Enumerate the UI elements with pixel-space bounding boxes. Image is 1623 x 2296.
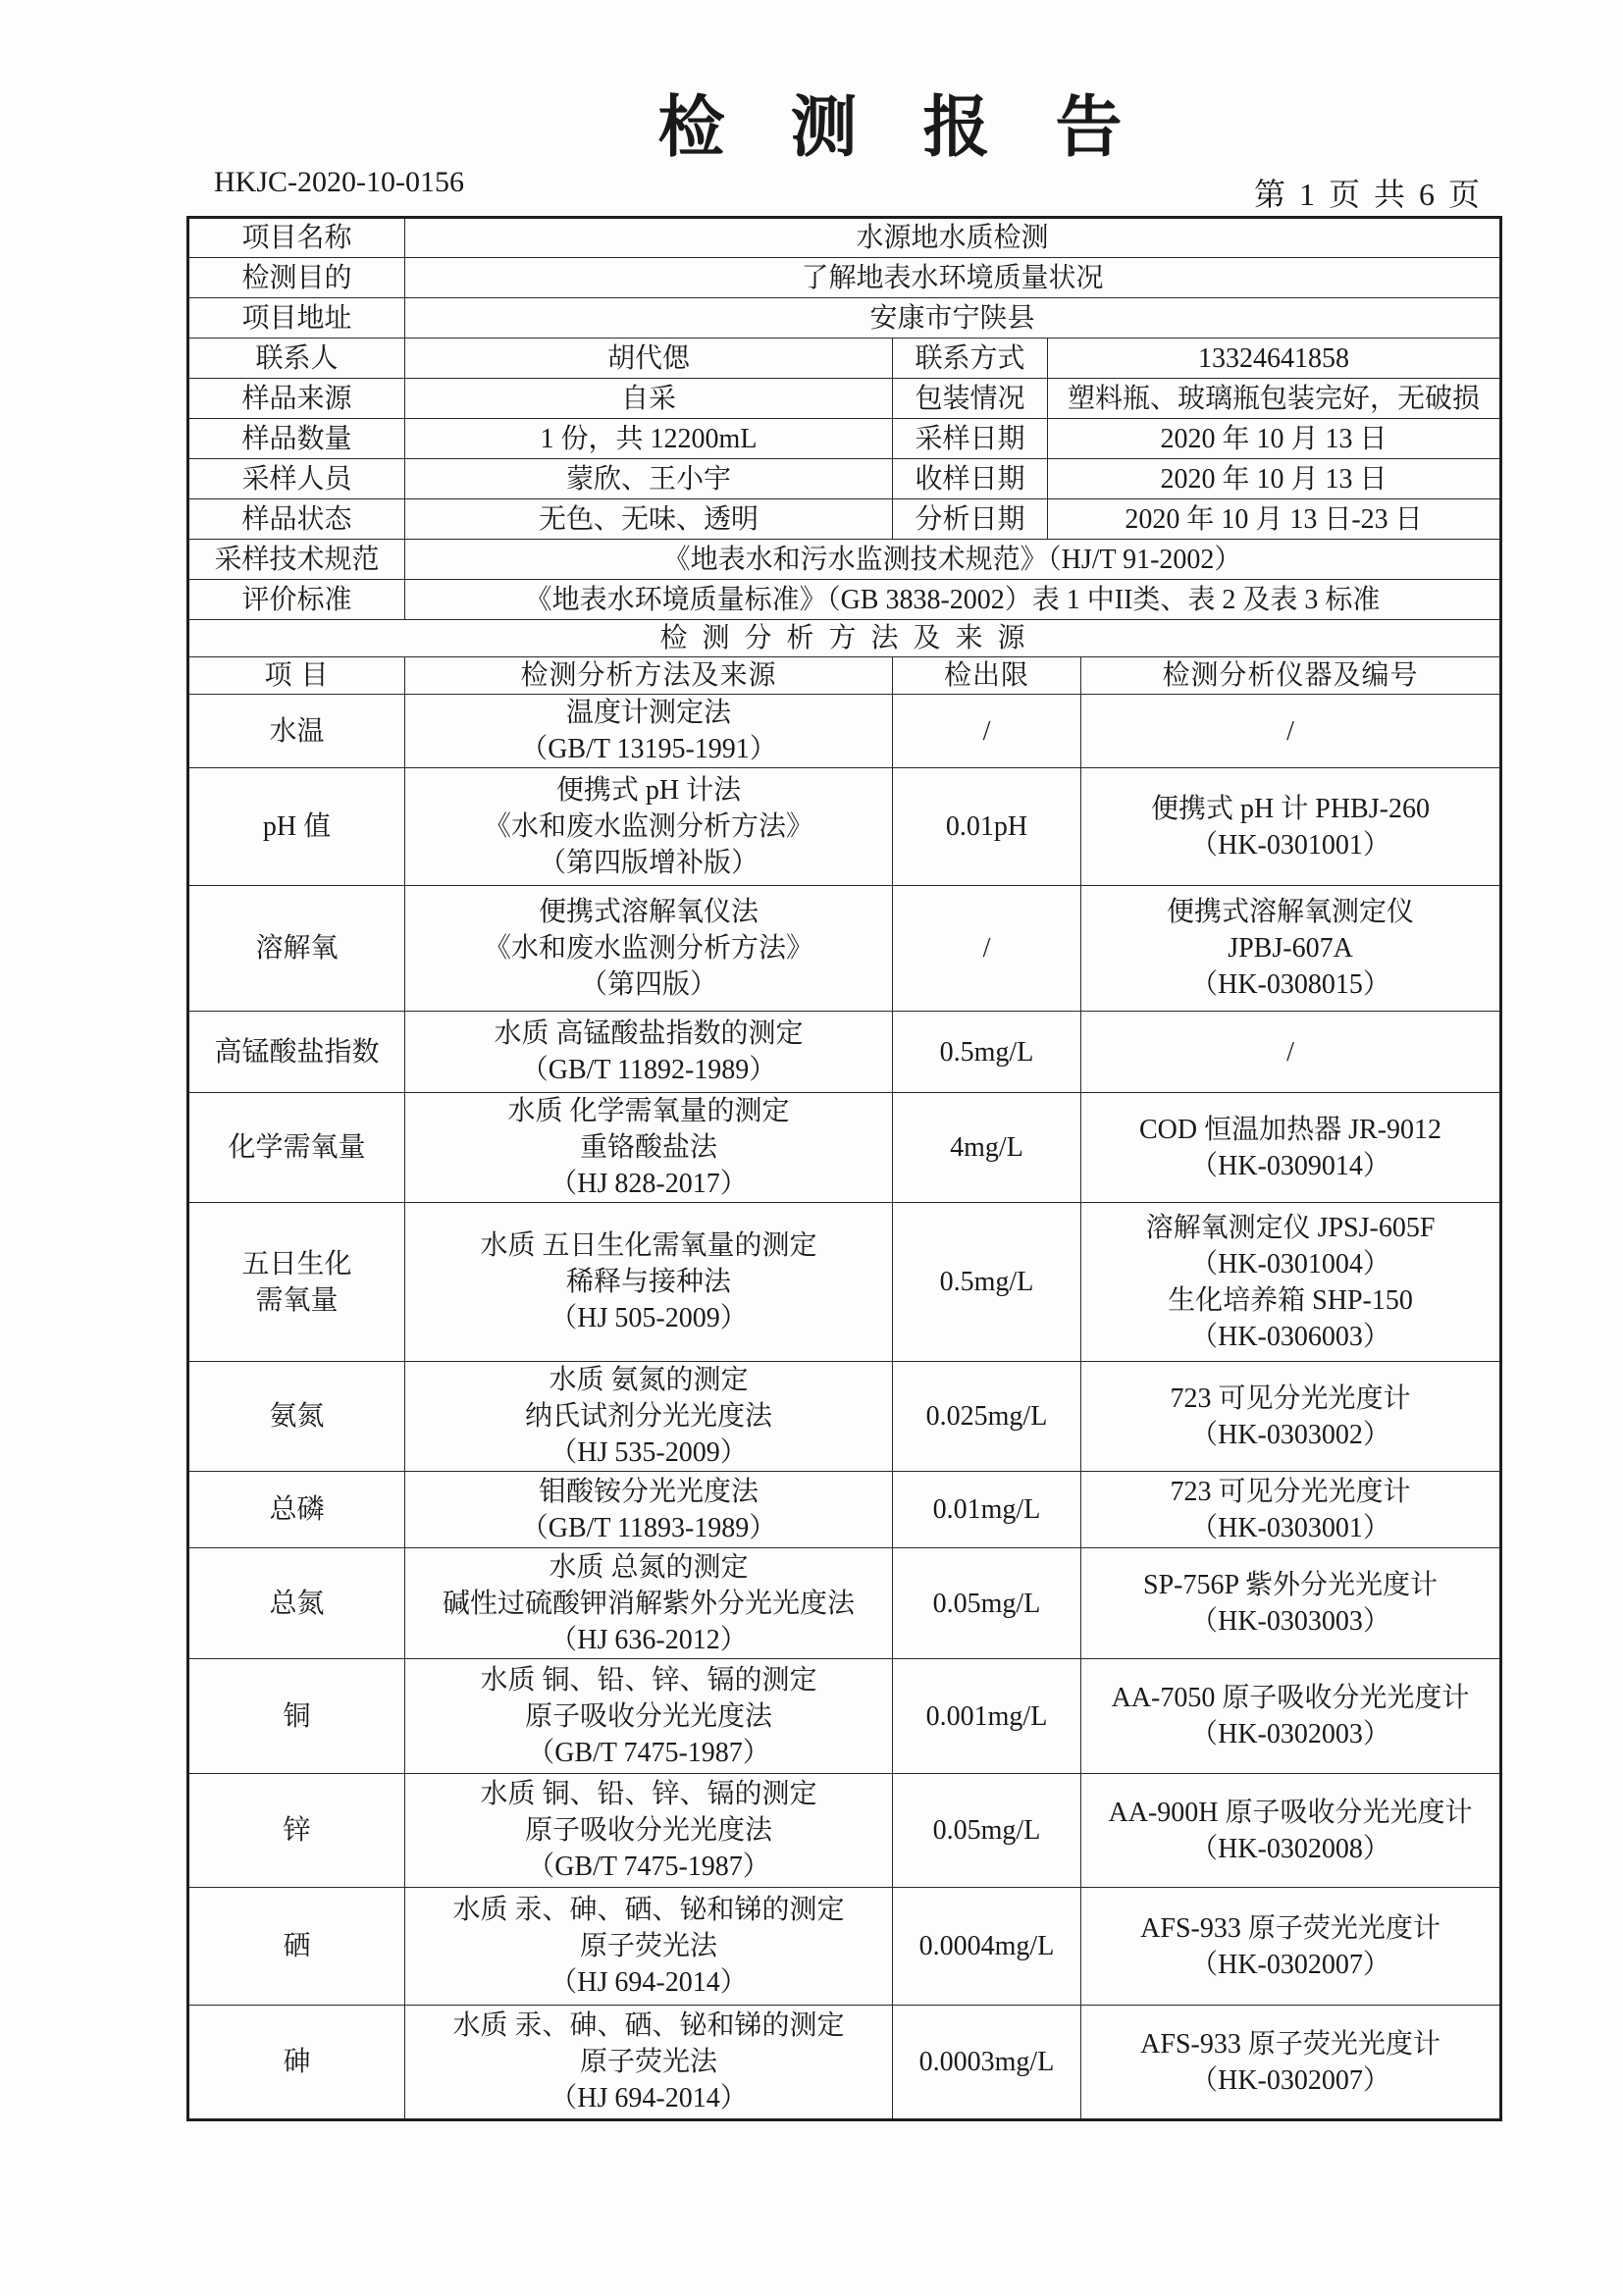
detection-limit-cell bbox=[893, 695, 1081, 768]
method-item-cell bbox=[188, 1203, 405, 1362]
cell-line: （HK-0301001） bbox=[1190, 829, 1390, 861]
cell-line: 生化培养箱 SHP-150 bbox=[1168, 1284, 1413, 1316]
info-row-state bbox=[188, 499, 1501, 540]
cell-line: （HK-0302003） bbox=[1190, 1719, 1390, 1749]
cell-line: （GB/T 13195-1991） bbox=[520, 734, 777, 764]
method-item-cell bbox=[188, 1472, 405, 1548]
method-item-cell bbox=[188, 2006, 405, 2120]
method-row bbox=[188, 768, 1501, 886]
column-header-instrument: 检测分析仪器及编号 bbox=[1081, 657, 1501, 695]
method-row bbox=[188, 695, 1501, 768]
method-row bbox=[188, 1012, 1501, 1093]
sample-state-value: 无色、无味、透明 bbox=[405, 499, 893, 540]
method-source-cell bbox=[405, 1203, 893, 1362]
cell-line: （HK-0306003） bbox=[1190, 1321, 1390, 1352]
cell-line: （HK-0302008） bbox=[1190, 1833, 1390, 1864]
report-table bbox=[186, 216, 1502, 2121]
methods-section bbox=[188, 695, 1501, 2120]
column-header-limit: 检出限 bbox=[893, 657, 1081, 695]
method-source-cell bbox=[405, 1888, 893, 2006]
method-item-cell bbox=[188, 886, 405, 1012]
cell-line: 水质 氨氮的测定 bbox=[549, 1365, 749, 1395]
sampler-label: 采样人员 bbox=[188, 459, 405, 499]
cell-line: 水质 铜、铅、锌、镉的测定 bbox=[480, 1664, 817, 1696]
cell-line: / bbox=[1286, 1036, 1294, 1068]
cell-line: （HK-0308015） bbox=[1190, 969, 1390, 1000]
method-item-cell bbox=[188, 1548, 405, 1659]
info-row-quantity bbox=[188, 419, 1501, 459]
method-item-cell bbox=[188, 1012, 405, 1093]
cell-line: 0.01mg/L bbox=[932, 1494, 1041, 1525]
purpose-label: 检测目的 bbox=[188, 258, 405, 298]
info-row-sampling-spec bbox=[188, 540, 1501, 580]
project-name-label: 项目名称 bbox=[188, 218, 405, 258]
cell-line: （HK-0303003） bbox=[1190, 1606, 1390, 1637]
cell-line: 水质 汞、砷、硒、铋和锑的测定 bbox=[452, 1895, 845, 1925]
report-title: 检 测 报 告 bbox=[657, 90, 1147, 165]
cell-line: （HK-0303002） bbox=[1190, 1419, 1390, 1450]
cell-line: 水温 bbox=[269, 715, 325, 747]
cell-line: 原子吸收分光光度法 bbox=[524, 1700, 772, 1732]
cell-line: 锌 bbox=[283, 1815, 311, 1846]
cell-line: 化学需氧量 bbox=[228, 1132, 366, 1163]
cell-line: 溶解氧测定仪 JPSJ-605F bbox=[1145, 1212, 1436, 1243]
instrument-cell bbox=[1081, 1548, 1501, 1659]
detection-limit-cell bbox=[893, 1012, 1081, 1093]
page-indicator: 第 1 页 共 6 页 bbox=[1253, 177, 1480, 212]
detection-limit-cell bbox=[893, 768, 1081, 886]
cell-line: 0.05mg/L bbox=[932, 1588, 1041, 1619]
method-row bbox=[188, 1659, 1501, 1774]
method-row bbox=[188, 1888, 1501, 2006]
instrument-cell bbox=[1081, 1774, 1501, 1888]
packaging-value: 塑料瓶、玻璃瓶包装完好，无破损 bbox=[1048, 379, 1501, 419]
cell-line: 总氮 bbox=[269, 1588, 325, 1619]
cell-line: 温度计测定法 bbox=[565, 698, 731, 728]
cell-line: （HK-0302007） bbox=[1190, 2064, 1390, 2096]
receive-date-label: 收样日期 bbox=[893, 459, 1048, 499]
method-item-cell bbox=[188, 695, 405, 768]
method-item-cell bbox=[188, 1888, 405, 2006]
info-row-address bbox=[188, 298, 1501, 339]
instrument-cell bbox=[1081, 1012, 1501, 1093]
method-source-cell bbox=[405, 1093, 893, 1203]
cell-line: 原子荧光法 bbox=[579, 2047, 717, 2077]
info-row-source bbox=[188, 379, 1501, 419]
cell-line: 便携式溶解氧仪法 bbox=[538, 897, 759, 927]
cell-line: 砷 bbox=[283, 2047, 311, 2077]
detection-limit-cell bbox=[893, 1548, 1081, 1659]
cell-line: / bbox=[982, 933, 991, 964]
analysis-date-label: 分析日期 bbox=[893, 499, 1048, 540]
instrument-cell bbox=[1081, 1093, 1501, 1203]
cell-line: COD 恒温加热器 JR-9012 bbox=[1139, 1114, 1442, 1145]
cell-line: / bbox=[982, 715, 991, 747]
cell-line: 便携式 pH 计 PHBJ-260 bbox=[1151, 793, 1430, 824]
method-row bbox=[188, 1548, 1501, 1659]
cell-line: / bbox=[1286, 715, 1294, 747]
cell-line: 水质 汞、砷、硒、铋和锑的测定 bbox=[452, 2010, 845, 2041]
method-source-cell bbox=[405, 886, 893, 1012]
cell-line: AA-900H 原子吸收分光光度计 bbox=[1108, 1797, 1473, 1828]
cell-line: 723 可见分光光度计 bbox=[1170, 1476, 1411, 1507]
cell-line: AFS-933 原子荧光光度计 bbox=[1140, 2028, 1440, 2060]
method-source-cell bbox=[405, 768, 893, 886]
cell-line: 0.5mg/L bbox=[939, 1267, 1034, 1297]
cell-line: 硒 bbox=[283, 1931, 311, 1961]
methods-header-row bbox=[188, 657, 1501, 695]
cell-line: 水质 化学需氧量的测定 bbox=[507, 1096, 790, 1126]
detection-limit-cell bbox=[893, 1774, 1081, 1888]
sampling-spec-value: 《地表水和污水监测技术规范》（HJ/T 91-2002） bbox=[405, 540, 1501, 580]
cell-line: 溶解氧 bbox=[255, 933, 339, 964]
receive-date-value: 2020 年 10 月 13 日 bbox=[1048, 459, 1501, 499]
address-value: 安康市宁陕县 bbox=[405, 298, 1501, 339]
cell-line: 稀释与接种法 bbox=[565, 1267, 731, 1297]
cell-line: 纳氏试剂分光光度法 bbox=[524, 1401, 772, 1432]
cell-line: 0.0003mg/L bbox=[918, 2047, 1055, 2077]
method-source-cell bbox=[405, 1548, 893, 1659]
method-row bbox=[188, 1472, 1501, 1548]
detection-limit-cell bbox=[893, 1472, 1081, 1548]
cell-line: 0.025mg/L bbox=[925, 1401, 1048, 1432]
cell-line: 钼酸铵分光光度法 bbox=[538, 1476, 759, 1507]
cell-line: 高锰酸盐指数 bbox=[214, 1036, 380, 1068]
methods-section-row bbox=[188, 620, 1501, 657]
sampling-date-label: 采样日期 bbox=[893, 419, 1048, 459]
cell-line: 0.5mg/L bbox=[939, 1036, 1034, 1068]
cell-line: （HJ 828-2017） bbox=[550, 1169, 748, 1199]
cell-line: （HJ 694-2014） bbox=[550, 1967, 748, 1998]
detection-limit-cell bbox=[893, 1093, 1081, 1203]
cell-line: AA-7050 原子吸收分光光度计 bbox=[1111, 1683, 1470, 1713]
address-label: 项目地址 bbox=[188, 298, 405, 339]
info-row-project-name bbox=[188, 218, 1501, 258]
detection-limit-cell bbox=[893, 886, 1081, 1012]
instrument-cell bbox=[1081, 1888, 1501, 2006]
cell-line: 水质 铜、铅、锌、镉的测定 bbox=[480, 1779, 817, 1809]
info-row-sampler bbox=[188, 459, 1501, 499]
instrument-cell bbox=[1081, 768, 1501, 886]
cell-line: 便携式 pH 计法 bbox=[555, 775, 742, 806]
cell-line: 碱性过硫酸钾消解紫外分光光度法 bbox=[442, 1588, 855, 1619]
sampling-spec-label: 采样技术规范 bbox=[188, 540, 405, 580]
instrument-cell bbox=[1081, 1362, 1501, 1472]
detection-limit-cell bbox=[893, 1203, 1081, 1362]
method-row bbox=[188, 1362, 1501, 1472]
standard-value: 《地表水环境质量标准》（GB 3838-2002）表 1 中II类、表 2 及表 3 标准 bbox=[405, 580, 1501, 620]
contact-method-value: 13324641858 bbox=[1048, 339, 1501, 379]
contact-label: 联系人 bbox=[188, 339, 405, 379]
cell-line: 0.0004mg/L bbox=[918, 1931, 1055, 1961]
contact-value: 胡代偲 bbox=[405, 339, 893, 379]
method-item-cell bbox=[188, 1362, 405, 1472]
instrument-cell bbox=[1081, 886, 1501, 1012]
cell-line: 《水和废水监测分析方法》 bbox=[483, 811, 813, 842]
standard-label: 评价标准 bbox=[188, 580, 405, 620]
cell-line: （第四版增补版） bbox=[538, 848, 759, 878]
sampling-date-value: 2020 年 10 月 13 日 bbox=[1048, 419, 1501, 459]
cell-line: 水质 五日生化需氧量的测定 bbox=[480, 1230, 817, 1261]
cell-line: 水质 总氮的测定 bbox=[549, 1551, 749, 1583]
cell-line: SP-756P 紫外分光光度计 bbox=[1143, 1570, 1439, 1600]
method-source-cell bbox=[405, 1659, 893, 1774]
cell-line: 需氧量 bbox=[255, 1284, 339, 1316]
detection-limit-cell bbox=[893, 1362, 1081, 1472]
instrument-cell bbox=[1081, 695, 1501, 768]
cell-line: AFS-933 原子荧光光度计 bbox=[1140, 1912, 1440, 1944]
cell-line: 水质 高锰酸盐指数的测定 bbox=[494, 1018, 804, 1049]
analysis-date-value: 2020 年 10 月 13 日-23 日 bbox=[1048, 499, 1501, 540]
packaging-label: 包装情况 bbox=[893, 379, 1048, 419]
sampler-value: 蒙欣、王小宇 bbox=[405, 459, 893, 499]
cell-line: 0.01pH bbox=[945, 811, 1028, 842]
cell-line: 重铬酸盐法 bbox=[579, 1132, 717, 1163]
info-row-purpose bbox=[188, 258, 1501, 298]
purpose-value: 了解地表水环境质量状况 bbox=[405, 258, 1501, 298]
method-source-cell bbox=[405, 695, 893, 768]
method-source-cell bbox=[405, 1012, 893, 1093]
cell-line: 《水和废水监测分析方法》 bbox=[483, 933, 813, 964]
cell-line: （GB/T 7475-1987） bbox=[527, 1852, 770, 1882]
column-header-method: 检测分析方法及来源 bbox=[405, 657, 893, 695]
sample-quantity-value: 1 份，共 12200mL bbox=[405, 419, 893, 459]
info-row-contact bbox=[188, 339, 1501, 379]
method-item-cell bbox=[188, 1093, 405, 1203]
method-source-cell bbox=[405, 2006, 893, 2120]
detection-limit-cell bbox=[893, 1888, 1081, 2006]
cell-line: 723 可见分光光度计 bbox=[1170, 1383, 1411, 1414]
cell-line: 便携式溶解氧测定仪 bbox=[1167, 897, 1415, 927]
cell-line: 五日生化 bbox=[241, 1248, 352, 1279]
instrument-cell bbox=[1081, 1659, 1501, 1774]
method-row bbox=[188, 1093, 1501, 1203]
sample-source-value: 自采 bbox=[405, 379, 893, 419]
cell-line: （GB/T 11892-1989） bbox=[520, 1055, 777, 1085]
cell-line: 4mg/L bbox=[950, 1132, 1023, 1163]
sample-state-label: 样品状态 bbox=[188, 499, 405, 540]
cell-line: （HK-0301004） bbox=[1190, 1248, 1390, 1279]
method-source-cell bbox=[405, 1472, 893, 1548]
method-item-cell bbox=[188, 1774, 405, 1888]
cell-line: （HJ 636-2012） bbox=[550, 1624, 748, 1655]
cell-line: 0.001mg/L bbox=[925, 1700, 1048, 1732]
sample-source-label: 样品来源 bbox=[188, 379, 405, 419]
column-header-item: 项 目 bbox=[188, 657, 405, 695]
detection-limit-cell bbox=[893, 2006, 1081, 2120]
basic-info-section bbox=[188, 218, 1501, 695]
cell-line: 0.05mg/L bbox=[932, 1815, 1041, 1846]
info-row-standard bbox=[188, 580, 1501, 620]
project-name-value: 水源地水质检测 bbox=[405, 218, 1501, 258]
report-number: HKJC-2020-10-0156 bbox=[214, 166, 464, 198]
method-item-cell bbox=[188, 1659, 405, 1774]
instrument-cell bbox=[1081, 1472, 1501, 1548]
method-source-cell bbox=[405, 1774, 893, 1888]
method-source-cell bbox=[405, 1362, 893, 1472]
cell-line: （第四版） bbox=[579, 969, 717, 1000]
cell-line: pH 值 bbox=[262, 811, 332, 842]
methods-section-title: 检 测 分 析 方 法 及 来 源 bbox=[188, 620, 1501, 657]
cell-line: 氨氮 bbox=[269, 1401, 325, 1432]
detection-limit-cell bbox=[893, 1659, 1081, 1774]
cell-line: （HJ 535-2009） bbox=[550, 1437, 748, 1468]
instrument-cell bbox=[1081, 2006, 1501, 2120]
cell-line: （HK-0303001） bbox=[1190, 1512, 1390, 1543]
cell-line: （HJ 694-2014） bbox=[550, 2083, 748, 2113]
cell-line: （HJ 505-2009） bbox=[550, 1303, 748, 1333]
cell-line: 原子吸收分光光度法 bbox=[524, 1815, 772, 1846]
contact-method-label: 联系方式 bbox=[893, 339, 1048, 379]
cell-line: （GB/T 7475-1987） bbox=[527, 1737, 770, 1768]
instrument-cell bbox=[1081, 1203, 1501, 1362]
cell-line: 铜 bbox=[283, 1700, 311, 1732]
cell-line: （HK-0309014） bbox=[1190, 1150, 1390, 1181]
method-row bbox=[188, 1203, 1501, 1362]
sample-quantity-label: 样品数量 bbox=[188, 419, 405, 459]
cell-line: 总磷 bbox=[269, 1494, 325, 1525]
cell-line: （HK-0302007） bbox=[1190, 1949, 1390, 1980]
method-item-cell bbox=[188, 768, 405, 886]
cell-line: 原子荧光法 bbox=[579, 1931, 717, 1961]
method-row bbox=[188, 1774, 1501, 1888]
cell-line: （GB/T 11893-1989） bbox=[520, 1512, 777, 1543]
method-row bbox=[188, 886, 1501, 1012]
cell-line: JPBJ-607A bbox=[1228, 933, 1353, 964]
method-row bbox=[188, 2006, 1501, 2120]
